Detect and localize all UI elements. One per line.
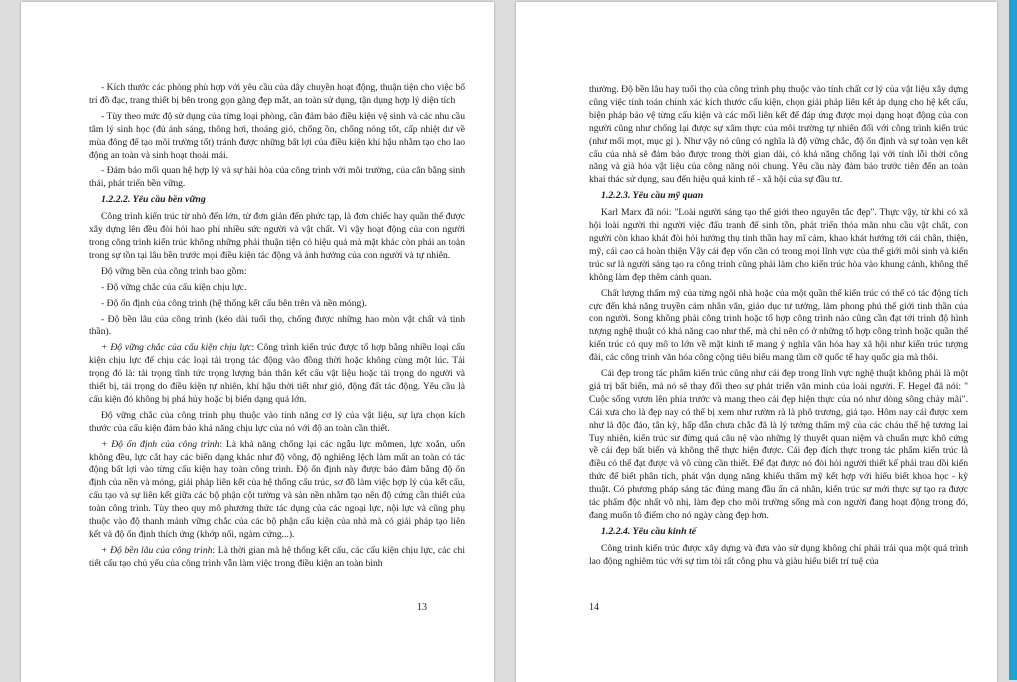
paragraph: Cái đẹp trong tác phẩm kiến trúc cũng như cái đẹp trong lĩnh vực nghệ thuật không phải là một giá trị bất biến, mà nó sẽ thay đổi theo sự phát triển văn minh của loài người. F. Hegel đã nói: " Cuộc sống vươn lên phía trước và mang theo cái đẹp hiện thực của nó như dòng sông chảy mãi". Cái xưa cho là đẹp nay có thể bị xem như rườm rà là phô trương, giả tạo. Hôm nay cái được xem như là độc đáo, tân kỳ, hấp dẫn chưa chắc đã là lý tưởng thẩm mỹ của các cháu thế hệ tương lai Tuy nhiên, kiến trúc sư đừng quá câu nệ vào những lý thuyết quan niệm và chuẩn mực khô cứng về cái đẹp bất biến và không thể thực hiện được. Cái đẹp đích thực trong tác phẩm kiến trúc là điều có thể đạt được và vô cùng cần thiết. Để đạt được nó đòi hỏi người thiết kế phải trau dồi kiến thức để biết phân tích, phát vận dụng năng khiếu thẩm mỹ kết hợp với hiểu biết khoa học - kỹ thuật. Có phương pháp sáng tác đúng mang đầu ấn cá nhân, kiến trúc sư mới thực sự tạo ra được tác phẩm độc nhất vô nhị, làm đẹp cho môi trường sống mà con người đang hoạt động trong đó, đang muốn tô điểm cho nó ngày càng đẹp hơn. bbox=[589, 368, 968, 521]
paragraph: Độ vững chắc của công trình phụ thuộc vào tính năng cơ lý của vật liệu, sự lựa chọn kích thước của cấu kiện đảm bảo khả năng chịu lực của nó với độ an toàn cần thiết. bbox=[89, 409, 465, 434]
paragraph bbox=[89, 342, 465, 407]
paragraph: Độ vững bền của công trình bao gồm: bbox=[101, 265, 247, 277]
window-edge-accent bbox=[1009, 0, 1017, 680]
paragraph: thường. Độ bền lâu hay tuổi thọ của công trình phụ thuộc vào tính chất cơ lý của vật liệu xây dựng cũng việc tính toán chính xác kích thước cấu kiện, chọn giải pháp liên kết áp dụng cho hệ kết cấu, biện pháp bảo vệ từng cấu kiện và các mối liên kết để đáp ứng được mọi dạng hoạt động của con người cũng như chống lại được sự xâm thực của môi trường tự nhiên đối với công trình kiến trúc (như mối mọt, mục gỉ ). Như vậy nó cũng có nghĩa là độ vững chắc, độ ổn định và sự toàn vẹn kết cấu của nhà sẽ đảm bảo được trong thời gian dài, có khả năng chống lại với tính lỗi thời công năng và già hóa vật liệu của công năng nói chung. Yêu cầu này đảm bảo trước tiên đến an toàn khai thác sử dụng, sau đến hiệu quả kinh tế - xã hội của sự đầu tư. bbox=[589, 84, 968, 186]
paragraph: - Tùy theo mức độ sử dụng của từng loại phòng, cần đảm bảo điều kiện vệ sinh và các nhu cầu tâm lý sinh học (đủ ánh sáng, thông hơi, thoáng gió, chống ồn, chống nóng tốt, cấp nhiệt dư về mùa đông để tạo môi trường tốt) tránh được những bất lợi của điều kiện khí hậu nhằm tạo cho lao động an toàn và sinh hoạt thoải mái. bbox=[89, 110, 465, 161]
paragraph: Công trình kiến trúc được xây dựng và đưa vào sử dụng không chỉ phải trải qua một quá trình lao động nghiêm túc với sự tìm tòi rất công phu và giàu hiểu biết trí tuệ của bbox=[589, 542, 968, 567]
paragraph-body: : Là thời gian mà hệ thống kết cấu, các cấu kiện chịu lực, các chi tiết cấu tạo chủ yếu của công trình vẫn làm việc trong điều kiện an toàn bình bbox=[89, 544, 465, 569]
section-heading-1-2-2-2: 1.2.2.2. Yêu cầu bền vững bbox=[101, 194, 206, 206]
italic-lead: + Độ vững chắc của cấu kiện chịu lực bbox=[101, 342, 252, 354]
page-13-text bbox=[89, 82, 465, 574]
paragraph: - Độ bền lâu của công trình (kéo dài tuổi thọ, chống được những hao mòn vật chất và tinh thần). bbox=[89, 313, 465, 338]
paragraph: Công trình kiến trúc từ nhỏ đến lớn, từ đơn giản đến phức tạp, là đơn chiếc hay quần thể được xây dựng lên đều đòi hỏi hao phí nhiều sức người và vật chất. Vì vậy hoạt động của con người trong công trình kiến trúc không những phải thuận tiện có hiệu quả mà mặt khác còn phải an toàn trong sự tồn tại lâu bền trước mọi điều kiện tác động và ảnh hưởng của con người và tự nhiên. bbox=[89, 211, 465, 261]
paragraph-body: : Công trình kiến trúc được tổ hợp bằng nhiều loại cấu kiện chịu lực để chịu các loại tải trọng tác động vào đồng thời hoặc không cùng một lúc. Tải trọng đó là: tải trọng tĩnh tức trọng lượng bản thân kết cấu vật liệu hoặc tải trọng do người và thiết bị, tải trọng do điều kiện tự nhiên, khí hậu thời tiết như gió, động đất tác động. Yêu cầu là cấu kiện đó không bị phá hủy hoặc bị biến dạng quá lớn. bbox=[89, 342, 466, 405]
section-heading-1-2-2-3: 1.2.2.3. Yêu cầu mỹ quan bbox=[601, 190, 704, 202]
page-number: 14 bbox=[589, 602, 599, 613]
paragraph-body: : Là khả năng chống lại các ngẫu lực mômen, lực xoắn, uốn không đều, lực cắt hay các biến dạng khác như độ võng, độ nghiêng lệch làm mất an toàn có tác động bất lợi vào từng cấu kiện hay toàn công trình. Độ ổn định này được bảo đảm bằng độ ổn định của nền và móng, giải pháp liên kết của hệ thống cấu trúc, sơ đồ làm việc hợp lý của kết cấu, cấu tạo và sự liên kết giữa các bộ phận cột tường và sàn nền nhằm tạo nên độ cứng cần thiết của toàn công trình. Tùy theo quy mô phương thức tác dụng của các ngoại lực, nội lực và cũng phụ thuộc vào độ thanh mảnh vững chắc của các bộ phận cấu kiện của nhà mà có giải pháp tạo liên kết và độ ổn định thích ứng (khớp nối, ngàm cứng...). bbox=[89, 438, 465, 540]
paragraph: Chất lượng thẩm mỹ của từng ngôi nhà hoặc của một quần thể kiến trúc có thể có tác động tích cực đến khả năng truyền cảm nhân văn, giáo dục tư tưởng, làm phong phú thế giới tinh thần của con người. Song không phải công trình hoặc tổ hợp công trình nào cũng cần đạt tới trình độ hình tượng nghệ thuật có khả năng cao như thế, mà chỉ nên có ở những tổ hợp công trình hoặc quần thể kiến trúc có quy mô to lớn về mặt kinh tế mang ý nghĩa văn hóa hay xã hội như kiến trúc tượng đài, các công trình văn hóa công cộng tiêu biểu mang tầm cỡ quốc tế hay quốc gia mà thôi. bbox=[589, 287, 968, 364]
page-13 bbox=[21, 2, 494, 682]
paragraph: - Kích thước các phòng phù hợp với yêu cầu của dây chuyền hoạt động, thuận tiện cho việc bố trí đồ đạc, trang thiết bị bên trong gọn gàng đẹp mắt, an toàn sử dụng, tận dụng hợp lý diện tích bbox=[89, 82, 465, 106]
paragraph: - Độ ổn định của công trình (hệ thống kết cấu bên trên và nền móng). bbox=[101, 297, 367, 309]
page-14-text bbox=[589, 84, 968, 572]
page-number: 13 bbox=[417, 602, 427, 613]
section-heading-1-2-2-4: 1.2.2.4. Yêu cầu kinh tế bbox=[601, 525, 697, 537]
page-14 bbox=[516, 2, 997, 682]
paragraph: - Độ vững chắc của cấu kiện chịu lực. bbox=[101, 281, 247, 293]
paragraph: - Đảm bảo mối quan hệ hợp lý và sự hài hòa của công trình với môi trường, của cân bằng sinh thái, phát triển bền vững. bbox=[89, 165, 465, 190]
italic-lead: + Độ ổn định của công trình bbox=[101, 438, 220, 450]
paragraph bbox=[89, 439, 465, 542]
italic-lead: + Độ bền lâu của công trình bbox=[101, 544, 213, 556]
paragraph: Karl Marx đã nói: "Loài người sáng tạo thế giới theo nguyên tắc đẹp". Thực vậy, từ khi có xã hội loài người thì người việc đấu tranh để sinh tồn, phát triển thỏa mãn nhu cầu vật chất, con người còn khao khát đòi hỏi hướng thụ tinh thần hay mĩ cảm, khao khát hướng tới cái chân, thiện, mỹ, cái cao cả hoàn thiện Vậy cái đẹp vốn cần có trong mọi lĩnh vực của thế giới môi sinh và kiến trúc sư là người sáng tạo ra công trình cũng phải làm cho kiến trúc hòa vào khung cảnh, không thể không làm đẹp thêm cảnh quan. bbox=[589, 207, 968, 283]
paragraph bbox=[89, 545, 465, 571]
